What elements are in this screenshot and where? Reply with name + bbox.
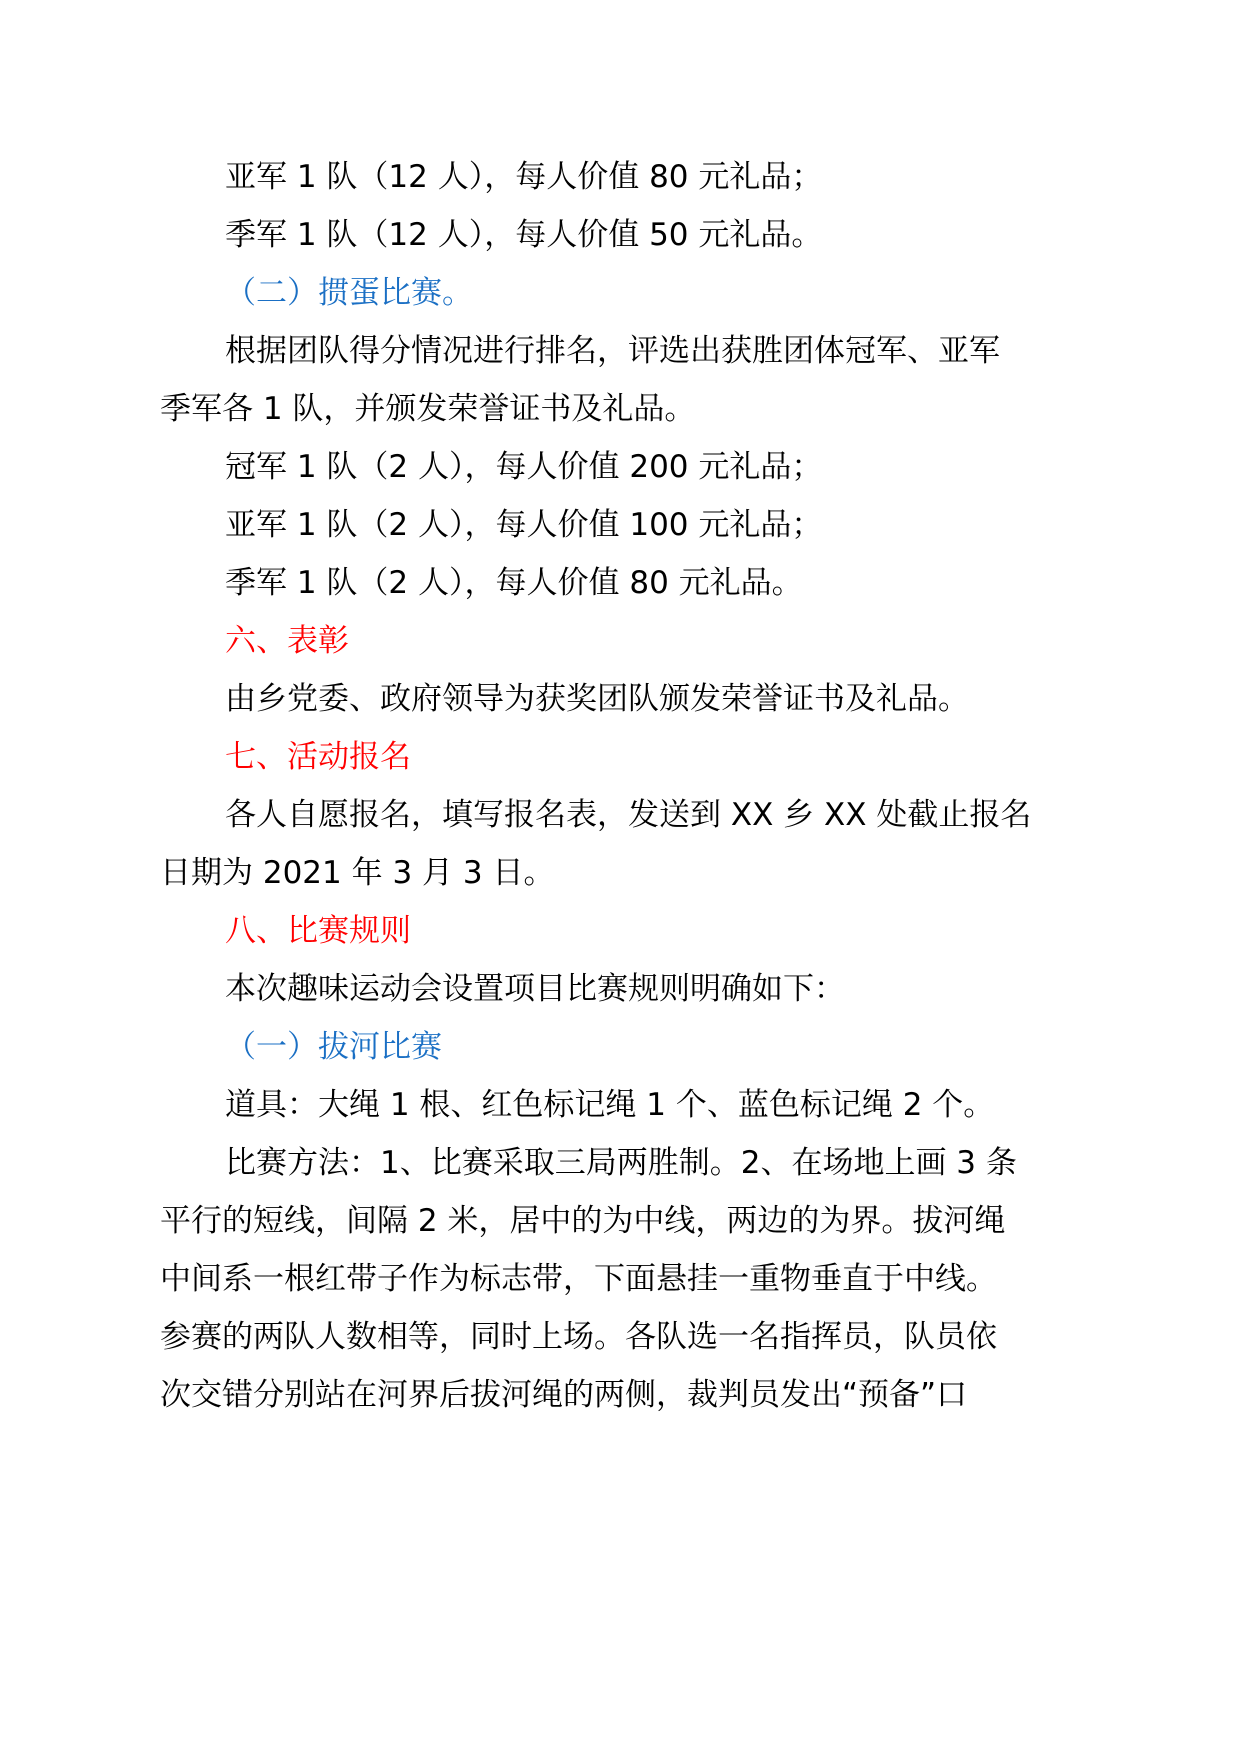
text-line-5: 季军各 1 队，并颁发荣誉证书及礼品。 — [160, 391, 696, 427]
text-line-2: 季军 1 队（12 人），每人价值 50 元礼品。 — [225, 217, 823, 253]
text-line-19: 平行的短线，间隔 2 米，居中的为中线，两边的为界。拔河绳 — [160, 1203, 1006, 1239]
text-line-10: 由乡党委、政府领导为获奖团队颁发荣誉证书及礼品。 — [225, 681, 969, 717]
text-line-1: 亚军 1 队（12 人），每人价值 80 元礼品； — [225, 159, 823, 195]
text-line-15: 本次趣味运动会设置项目比赛规则明确如下： — [225, 971, 845, 1007]
text-line-12: 各人自愿报名，填写报名表，发送到 XX 乡 XX 处截止报名 — [225, 797, 1032, 833]
text-line-7: 亚军 1 队（2 人），每人价值 100 元礼品； — [225, 507, 823, 543]
text-line-17: 道具：大绳 1 根、红色标记绳 1 个、蓝色标记绳 2 个。 — [225, 1087, 995, 1123]
text-line-21: 参赛的两队人数相等，同时上场。各队选一名指挥员，队员依 — [160, 1319, 997, 1355]
subheading-guandan-match: （二）掼蛋比赛。 — [225, 275, 473, 311]
heading-registration: 七、活动报名 — [225, 739, 411, 775]
text-line-8: 季军 1 队（2 人），每人价值 80 元礼品。 — [225, 565, 803, 601]
text-line-20: 中间系一根红带子作为标志带，下面悬挂一重物垂直于中线。 — [160, 1261, 997, 1297]
heading-competition-rules: 八、比赛规则 — [225, 913, 411, 949]
text-line-22: 次交错分别站在河界后拔河绳的两侧，裁判员发出“预备”口 — [160, 1377, 968, 1413]
text-line-18: 比赛方法：1、比赛采取三局两胜制。2、在场地上画 3 条 — [225, 1145, 1017, 1181]
heading-commendation: 六、表彰 — [225, 623, 349, 659]
subheading-tug-of-war: （一）拔河比赛 — [225, 1029, 442, 1065]
text-line-13: 日期为 2021 年 3 月 3 日。 — [160, 855, 555, 891]
text-line-4: 根据团队得分情况进行排名，评选出获胜团体冠军、亚军 — [225, 333, 1000, 369]
text-line-6: 冠军 1 队（2 人），每人价值 200 元礼品； — [225, 449, 823, 485]
